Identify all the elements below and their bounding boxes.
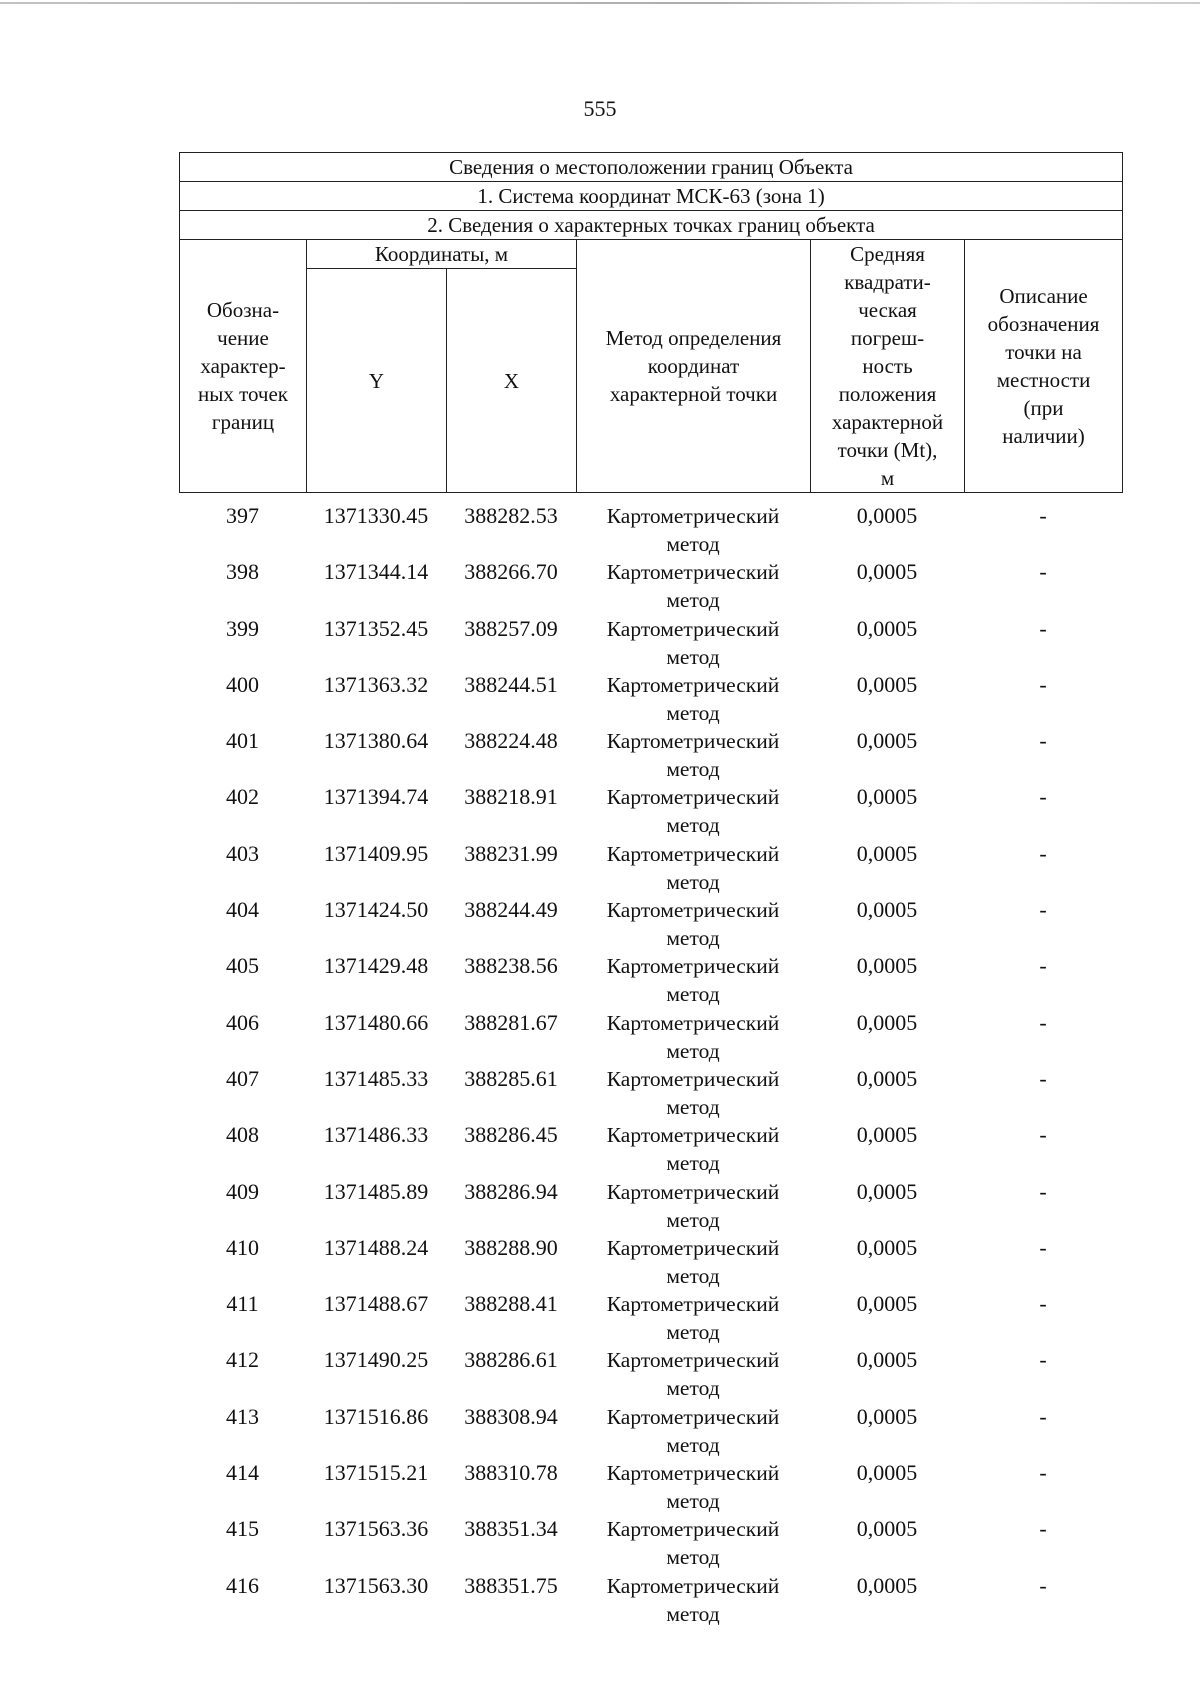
coord-x: 388351.75 — [464, 1572, 558, 1598]
method-value: Картометрический метод — [606, 616, 780, 669]
table-row — [179, 1121, 1122, 1177]
point-id: 416 — [226, 1572, 259, 1598]
description-value: - — [1039, 1460, 1047, 1486]
coord-system-title: 1. Система координат МСК-63 (зона 1) — [180, 182, 1123, 211]
method-value: Картометрический метод — [606, 1517, 780, 1570]
table-row — [179, 1009, 1122, 1065]
point-id: 398 — [226, 559, 259, 585]
table-row — [179, 1065, 1122, 1121]
table-title: Сведения о местоположении границ Объекта — [180, 153, 1123, 182]
coord-x: 388266.70 — [464, 559, 558, 585]
table-row — [179, 1403, 1122, 1459]
error-value: 0,0005 — [856, 1065, 918, 1091]
table-row — [179, 896, 1122, 952]
table-row — [179, 1572, 1122, 1628]
point-id: 406 — [226, 1009, 259, 1035]
col-header-coordinates: Координаты, м — [307, 240, 577, 269]
table-row — [179, 671, 1122, 727]
error-value: 0,0005 — [856, 503, 918, 528]
coord-x: 388218.91 — [464, 784, 558, 810]
error-value: 0,0005 — [856, 1403, 918, 1429]
description-value: - — [1039, 1178, 1047, 1204]
description-value: - — [1039, 559, 1047, 585]
point-id: 407 — [226, 1065, 259, 1091]
coord-x: 388288.41 — [464, 1291, 558, 1317]
coord-y: 1371485.89 — [323, 1178, 429, 1204]
coord-x: 388238.56 — [464, 953, 558, 979]
method-value: Картометрический метод — [606, 1179, 780, 1232]
coord-y: 1371344.14 — [323, 559, 429, 585]
method-value: Картометрический метод — [606, 1573, 780, 1626]
error-value: 0,0005 — [856, 559, 918, 585]
point-id: 397 — [226, 503, 259, 528]
coord-y: 1371515.21 — [323, 1460, 429, 1486]
description-value: - — [1039, 784, 1047, 810]
coord-y: 1371394.74 — [323, 784, 429, 810]
method-value: Картометрический метод — [606, 1348, 780, 1401]
table-row — [179, 1459, 1122, 1515]
coord-y: 1371352.45 — [323, 615, 429, 641]
coord-x: 388224.48 — [464, 728, 558, 754]
coord-x: 388281.67 — [464, 1009, 558, 1035]
description-value: - — [1039, 1009, 1047, 1035]
error-value: 0,0005 — [856, 953, 918, 979]
point-id: 410 — [226, 1234, 259, 1260]
coord-x: 388308.94 — [464, 1403, 558, 1429]
point-id: 412 — [226, 1347, 259, 1373]
description-value: - — [1039, 897, 1047, 923]
method-value: Картометрический метод — [606, 560, 780, 613]
method-value: Картометрический метод — [606, 1066, 780, 1119]
error-value: 0,0005 — [856, 840, 918, 866]
error-value: 0,0005 — [856, 1234, 918, 1260]
page-number: 555 — [583, 96, 617, 121]
error-value: 0,0005 — [856, 1178, 918, 1204]
description-value: - — [1039, 1403, 1047, 1429]
coord-y: 1371363.32 — [323, 671, 429, 697]
table-row — [179, 1234, 1122, 1290]
section-title: 2. Сведения о характерных точках границ объекта — [180, 211, 1123, 240]
error-value: 0,0005 — [856, 1291, 918, 1317]
col-header-description: Описание обозначения точки на местности (при наличии) — [965, 240, 1123, 493]
coord-y: 1371429.48 — [323, 953, 429, 979]
coord-x: 388286.61 — [464, 1347, 558, 1373]
coord-x: 388282.53 — [464, 503, 558, 528]
coord-y: 1371409.95 — [323, 840, 429, 866]
description-value: - — [1039, 671, 1047, 697]
method-value: Картометрический метод — [606, 841, 780, 894]
error-value: 0,0005 — [856, 1009, 918, 1035]
coord-x: 388244.51 — [464, 671, 558, 697]
method-value: Картометрический метод — [606, 785, 780, 838]
table-row — [179, 558, 1122, 614]
description-value: - — [1039, 615, 1047, 641]
method-value: Картометрический метод — [606, 954, 780, 1007]
coord-x: 388244.49 — [464, 897, 558, 923]
error-value: 0,0005 — [856, 784, 918, 810]
error-value: 0,0005 — [856, 671, 918, 697]
error-value: 0,0005 — [856, 1347, 918, 1373]
description-value: - — [1039, 728, 1047, 754]
method-value: Картометрический метод — [606, 1235, 780, 1288]
point-id: 404 — [226, 897, 259, 923]
coord-y: 1371488.24 — [323, 1234, 429, 1260]
description-value: - — [1039, 1291, 1047, 1317]
point-id: 409 — [226, 1178, 259, 1204]
error-value: 0,0005 — [856, 1122, 918, 1148]
error-value: 0,0005 — [856, 1460, 918, 1486]
point-id: 408 — [226, 1122, 259, 1148]
table-row — [179, 952, 1122, 1008]
method-value: Картометрический метод — [606, 1292, 780, 1345]
table-row — [179, 1178, 1122, 1234]
coord-x: 388286.45 — [464, 1122, 558, 1148]
coord-x: 388351.34 — [464, 1516, 558, 1542]
error-value: 0,0005 — [856, 897, 918, 923]
description-value: - — [1039, 503, 1047, 528]
table-row — [179, 840, 1122, 896]
point-id: 413 — [226, 1403, 259, 1429]
description-value: - — [1039, 1065, 1047, 1091]
point-id: 402 — [226, 784, 259, 810]
point-id: 415 — [226, 1516, 259, 1542]
method-value: Картометрический метод — [606, 672, 780, 725]
coord-x: 388288.90 — [464, 1234, 558, 1260]
coord-y: 1371490.25 — [323, 1347, 429, 1373]
table-row — [179, 615, 1122, 671]
col-header-designation: Обозна- чение характер- ных точек границ — [180, 240, 307, 493]
method-value: Картометрический метод — [606, 729, 780, 782]
coord-x: 388285.61 — [464, 1065, 558, 1091]
table-row — [179, 783, 1122, 839]
description-value: - — [1039, 1516, 1047, 1542]
coord-y: 1371330.45 — [323, 503, 429, 528]
method-value: Картометрический метод — [606, 898, 780, 951]
description-value: - — [1039, 1122, 1047, 1148]
coord-x: 388286.94 — [464, 1178, 558, 1204]
error-value: 0,0005 — [856, 1516, 918, 1542]
col-header-x: X — [447, 269, 577, 493]
coord-y: 1371480.66 — [323, 1009, 429, 1035]
table-row — [179, 727, 1122, 783]
col-header-method: Метод определения координат характерной точки — [577, 240, 811, 493]
table-row — [179, 1346, 1122, 1402]
error-value: 0,0005 — [856, 615, 918, 641]
description-value: - — [1039, 1234, 1047, 1260]
coord-y: 1371485.33 — [323, 1065, 429, 1091]
point-id: 414 — [226, 1460, 259, 1486]
coord-y: 1371486.33 — [323, 1122, 429, 1148]
table-row — [179, 502, 1122, 558]
point-id: 411 — [226, 1291, 259, 1317]
point-id: 403 — [226, 840, 259, 866]
method-value: Картометрический метод — [606, 1461, 780, 1514]
coord-y: 1371563.36 — [323, 1516, 429, 1542]
point-id: 401 — [226, 728, 259, 754]
description-value: - — [1039, 1347, 1047, 1373]
method-value: Картометрический метод — [606, 1123, 780, 1176]
coord-x: 388310.78 — [464, 1460, 558, 1486]
coord-y: 1371563.30 — [323, 1572, 429, 1598]
point-id: 399 — [226, 615, 259, 641]
description-value: - — [1039, 1572, 1047, 1598]
point-id: 405 — [226, 953, 259, 979]
scan-artifact-line — [0, 2, 1200, 4]
method-value: Картометрический метод — [606, 504, 780, 556]
table-row — [179, 1515, 1122, 1571]
header-table — [179, 152, 1123, 493]
error-value: 0,0005 — [856, 728, 918, 754]
coord-y: 1371488.67 — [323, 1291, 429, 1317]
table-row — [179, 1290, 1122, 1346]
coord-y: 1371380.64 — [323, 728, 429, 754]
coord-y: 1371424.50 — [323, 897, 429, 923]
method-value: Картометрический метод — [606, 1010, 780, 1063]
col-header-y: Y — [307, 269, 447, 493]
table-body — [179, 502, 1122, 1628]
method-value: Картометрический метод — [606, 1404, 780, 1457]
point-id: 400 — [226, 671, 259, 697]
col-header-error: Средняя квадрати- ческая погреш- ность положения характерной точки (Mt), м — [811, 240, 965, 493]
error-value: 0,0005 — [856, 1572, 918, 1598]
coord-x: 388231.99 — [464, 840, 558, 866]
description-value: - — [1039, 953, 1047, 979]
coord-x: 388257.09 — [464, 615, 558, 641]
coord-y: 1371516.86 — [323, 1403, 429, 1429]
description-value: - — [1039, 840, 1047, 866]
